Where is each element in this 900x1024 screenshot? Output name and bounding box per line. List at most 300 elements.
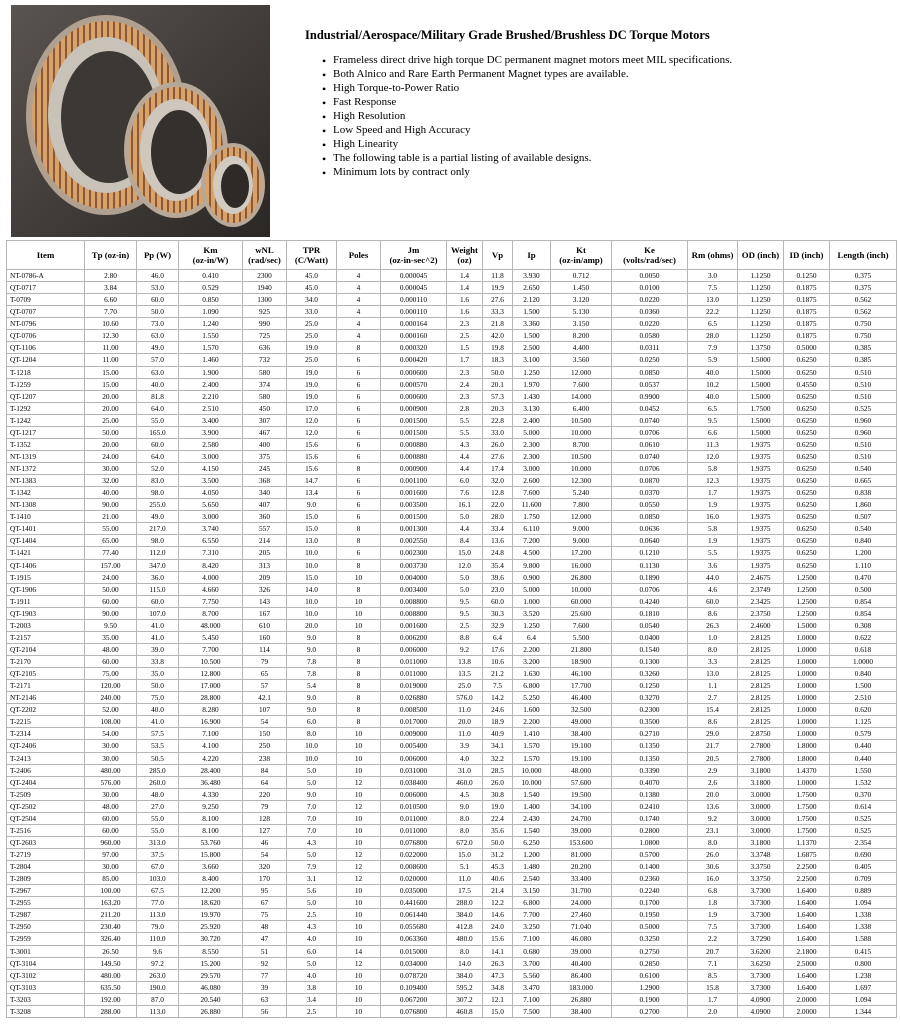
- table-cell: 100.00: [85, 885, 137, 897]
- table-cell: 10: [337, 740, 381, 752]
- table-cell: 81.000: [551, 849, 612, 861]
- table-cell: 20.7: [688, 945, 738, 957]
- item-cell: T-2171: [7, 680, 85, 692]
- table-cell: 19.0: [287, 390, 337, 402]
- table-cell: 19.9: [483, 282, 513, 294]
- table-cell: 83.0: [137, 475, 179, 487]
- table-cell: 0.0850: [612, 511, 688, 523]
- table-cell: 60.0: [483, 595, 513, 607]
- table-cell: 3.130: [513, 402, 551, 414]
- table-row: [7, 776, 897, 788]
- table-cell: 0.500: [830, 583, 897, 595]
- table-cell: 5.000: [513, 583, 551, 595]
- table-cell: 55.0: [137, 812, 179, 824]
- table-cell: 33.0: [483, 426, 513, 438]
- table-cell: 7.8: [287, 656, 337, 668]
- item-cell: T-1292: [7, 402, 85, 414]
- table-cell: 4.400: [551, 342, 612, 354]
- table-cell: 15.0: [447, 547, 483, 559]
- table-cell: 245: [243, 463, 287, 475]
- table-cell: 3.7300: [738, 897, 784, 909]
- table-cell: 31.2: [483, 849, 513, 861]
- table-cell: 0.614: [830, 800, 897, 812]
- table-cell: 12.300: [551, 475, 612, 487]
- table-cell: 0.0250: [612, 354, 688, 366]
- table-cell: 3.7300: [738, 909, 784, 921]
- table-cell: 8.0: [447, 945, 483, 957]
- table-cell: 288.00: [85, 1005, 137, 1017]
- table-cell: 6.0: [287, 716, 337, 728]
- table-cell: 57: [243, 680, 287, 692]
- item-cell: T-2406: [7, 764, 85, 776]
- table-cell: 10.500: [179, 656, 243, 668]
- table-cell: 4.5: [447, 788, 483, 800]
- table-cell: 1.500: [830, 680, 897, 692]
- table-cell: 1.1250: [738, 294, 784, 306]
- table-cell: 0.1875: [784, 282, 830, 294]
- table-cell: 580: [243, 390, 287, 402]
- column-header-label: Vp: [491, 250, 504, 260]
- table-cell: 170: [243, 873, 287, 885]
- table-cell: 1.6: [447, 306, 483, 318]
- table-cell: 1.8000: [784, 752, 830, 764]
- table-cell: 65.00: [85, 535, 137, 547]
- table-cell: 220: [243, 788, 287, 800]
- table-cell: 114: [243, 643, 287, 655]
- table-cell: 0.1875: [784, 318, 830, 330]
- table-cell: 57.0: [137, 354, 179, 366]
- table-cell: 1.8000: [784, 740, 830, 752]
- table-cell: 30.6: [688, 861, 738, 873]
- table-cell: 0.838: [830, 487, 897, 499]
- table-cell: 40.0: [688, 390, 738, 402]
- table-row: [7, 692, 897, 704]
- table-cell: 1.5000: [738, 354, 784, 366]
- table-cell: 0.0311: [612, 342, 688, 354]
- table-cell: 57.600: [551, 776, 612, 788]
- table-cell: 10: [337, 619, 381, 631]
- table-cell: 0.620: [830, 704, 897, 716]
- table-cell: 25.600: [551, 607, 612, 619]
- column-header-label: Poles: [348, 250, 369, 260]
- table-cell: 0.1300: [612, 656, 688, 668]
- table-cell: 22.2: [688, 306, 738, 318]
- column-header-unit: (oz): [457, 255, 472, 265]
- table-cell: 0.800: [830, 957, 897, 969]
- table-cell: 9.250: [179, 800, 243, 812]
- item-cell: T-1915: [7, 571, 85, 583]
- table-cell: 10: [337, 1005, 381, 1017]
- table-cell: 238: [243, 752, 287, 764]
- table-cell: 1.460: [179, 354, 243, 366]
- table-cell: 34.100: [551, 800, 612, 812]
- table-cell: 5.250: [513, 692, 551, 704]
- table-cell: 6.8: [688, 885, 738, 897]
- table-cell: 157.00: [85, 559, 137, 571]
- table-cell: 3.200: [513, 656, 551, 668]
- table-cell: 10: [337, 728, 381, 740]
- column-header: [447, 241, 483, 270]
- table-cell: 49.0: [137, 511, 179, 523]
- feature-bullet: • High Linearity: [333, 137, 895, 151]
- table-cell: 2.8125: [738, 680, 784, 692]
- table-cell: 32.0: [483, 475, 513, 487]
- table-cell: 52.00: [85, 704, 137, 716]
- table-cell: 21.4: [483, 885, 513, 897]
- table-cell: 15.6: [287, 450, 337, 462]
- table-cell: 7.310: [179, 547, 243, 559]
- table-cell: 7.800: [551, 499, 612, 511]
- table-cell: 103.0: [137, 873, 179, 885]
- table-cell: 7.5: [688, 921, 738, 933]
- table-cell: 26.3: [688, 619, 738, 631]
- table-cell: 1.9375: [738, 559, 784, 571]
- table-cell: 1.588: [830, 933, 897, 945]
- table-cell: 75.0: [137, 692, 179, 704]
- table-cell: 7.1: [688, 957, 738, 969]
- table-cell: 65: [243, 668, 287, 680]
- table-cell: 8.6: [688, 607, 738, 619]
- table-cell: 40.0: [688, 366, 738, 378]
- table-cell: 240.00: [85, 692, 137, 704]
- table-cell: 1.090: [179, 306, 243, 318]
- column-header-label: TPR: [302, 245, 321, 255]
- table-cell: 5.0: [287, 897, 337, 909]
- table-cell: 1.0000: [784, 643, 830, 655]
- table-cell: 0.000880: [381, 450, 447, 462]
- table-cell: 7.0: [287, 812, 337, 824]
- table-cell: 0.6250: [784, 523, 830, 535]
- item-cell: T-3208: [7, 1005, 85, 1017]
- table-cell: 3.84: [85, 282, 137, 294]
- table-cell: 107: [243, 704, 287, 716]
- table-cell: 183.000: [551, 981, 612, 993]
- table-cell: 0.2750: [612, 945, 688, 957]
- table-cell: 407: [243, 499, 287, 511]
- table-cell: 0.001500: [381, 414, 447, 426]
- table-cell: 0.1350: [612, 740, 688, 752]
- table-cell: 9.800: [513, 559, 551, 571]
- table-cell: 0.000900: [381, 402, 447, 414]
- table-cell: 2.430: [513, 812, 551, 824]
- column-header-label: Jm: [407, 245, 420, 255]
- table-cell: 5.0: [287, 764, 337, 776]
- table-row: [7, 438, 897, 450]
- table-cell: 1.1250: [738, 318, 784, 330]
- table-cell: 209: [243, 571, 287, 583]
- table-row: [7, 511, 897, 523]
- item-cell: T-3203: [7, 993, 85, 1005]
- table-cell: 17.5: [447, 885, 483, 897]
- table-cell: 1.430: [513, 390, 551, 402]
- table-cell: 0.0537: [612, 378, 688, 390]
- table-cell: 1.0000: [784, 668, 830, 680]
- table-cell: 2.5: [287, 1005, 337, 1017]
- table-cell: 3.150: [513, 885, 551, 897]
- table-cell: 2.7800: [738, 752, 784, 764]
- table-cell: 4.220: [179, 752, 243, 764]
- table-cell: 6.4: [513, 631, 551, 643]
- table-cell: 2.300: [513, 450, 551, 462]
- table-cell: 16.900: [179, 716, 243, 728]
- item-cell: T-0709: [7, 294, 85, 306]
- table-cell: 34.1: [483, 740, 513, 752]
- table-cell: 14: [337, 945, 381, 957]
- item-cell: T-2314: [7, 728, 85, 740]
- table-cell: 13.0: [688, 294, 738, 306]
- table-cell: 0.1875: [784, 330, 830, 342]
- table-cell: 7.8: [287, 668, 337, 680]
- table-cell: 26.3: [483, 957, 513, 969]
- table-cell: 1.338: [830, 921, 897, 933]
- table-cell: 28.800: [179, 692, 243, 704]
- table-cell: 1.7: [688, 993, 738, 1005]
- table-cell: 1.540: [513, 824, 551, 836]
- table-cell: 9.0: [287, 692, 337, 704]
- table-cell: 1.970: [513, 378, 551, 390]
- table-cell: 0.2300: [612, 704, 688, 716]
- table-cell: 1.7500: [784, 824, 830, 836]
- table-cell: 384.0: [447, 969, 483, 981]
- table-cell: 0.006000: [381, 752, 447, 764]
- item-cell: T-2955: [7, 897, 85, 909]
- table-cell: 149.50: [85, 957, 137, 969]
- table-cell: 3.520: [513, 607, 551, 619]
- table-cell: 0.0706: [612, 426, 688, 438]
- table-cell: 0.6250: [784, 547, 830, 559]
- table-cell: 10.000: [513, 764, 551, 776]
- table-cell: 10.0: [287, 595, 337, 607]
- table-cell: 1.344: [830, 1005, 897, 1017]
- table-cell: 40.0: [137, 378, 179, 390]
- table-cell: 160: [243, 631, 287, 643]
- table-cell: 4.0900: [738, 993, 784, 1005]
- table-cell: 1.9375: [738, 535, 784, 547]
- table-cell: 4.660: [179, 583, 243, 595]
- table-cell: 32.9: [483, 619, 513, 631]
- table-cell: 288.0: [447, 897, 483, 909]
- table-cell: 8.0: [287, 728, 337, 740]
- table-cell: 19.0: [287, 342, 337, 354]
- table-cell: 42.1: [243, 692, 287, 704]
- column-header-label: Ip: [527, 250, 536, 260]
- table-cell: 0.000320: [381, 342, 447, 354]
- table-cell: 12.0: [688, 450, 738, 462]
- table-cell: 14.0: [447, 957, 483, 969]
- table-cell: 467: [243, 426, 287, 438]
- table-cell: 1.1250: [738, 282, 784, 294]
- table-cell: 7.5: [688, 282, 738, 294]
- table-cell: 0.5700: [612, 849, 688, 861]
- table-cell: 55.00: [85, 523, 137, 535]
- table-cell: 20.00: [85, 390, 137, 402]
- table-row: [7, 764, 897, 776]
- item-cell: QT-1207: [7, 390, 85, 402]
- table-cell: 5.5: [447, 426, 483, 438]
- table-cell: 0.0050: [612, 270, 688, 282]
- column-header: [85, 241, 137, 270]
- table-cell: 0.001600: [381, 487, 447, 499]
- table-cell: 0.1950: [612, 909, 688, 921]
- item-cell: NT-1308: [7, 499, 85, 511]
- table-cell: 31.0: [447, 764, 483, 776]
- table-cell: 46.080: [179, 981, 243, 993]
- table-cell: 98.0: [137, 535, 179, 547]
- table-cell: 1.4: [447, 270, 483, 282]
- table-cell: 0.562: [830, 294, 897, 306]
- table-cell: 6: [337, 450, 381, 462]
- table-cell: 28.400: [179, 764, 243, 776]
- table-cell: 0.405: [830, 861, 897, 873]
- table-cell: 0.000600: [381, 390, 447, 402]
- table-row: [7, 619, 897, 631]
- table-cell: 0.410: [179, 270, 243, 282]
- table-cell: 51: [243, 945, 287, 957]
- table-cell: 9.5: [447, 595, 483, 607]
- item-cell: T-2804: [7, 861, 85, 873]
- table-cell: 30.720: [179, 933, 243, 945]
- table-cell: 307.2: [447, 993, 483, 1005]
- table-cell: 2.4675: [738, 571, 784, 583]
- table-cell: 2.3750: [738, 607, 784, 619]
- table-cell: 0.000880: [381, 438, 447, 450]
- table-cell: 8: [337, 704, 381, 716]
- table-cell: 50.0: [137, 680, 179, 692]
- table-cell: 32.500: [551, 704, 612, 716]
- table-cell: 0.579: [830, 728, 897, 740]
- table-cell: 0.1890: [612, 571, 688, 583]
- table-cell: 0.0220: [612, 294, 688, 306]
- table-cell: 8.420: [179, 559, 243, 571]
- table-cell: 71.040: [551, 921, 612, 933]
- table-cell: 0.540: [830, 463, 897, 475]
- table-cell: 1.7500: [784, 788, 830, 800]
- table-row: [7, 957, 897, 969]
- item-cell: T-2157: [7, 631, 85, 643]
- table-cell: 36.0: [137, 571, 179, 583]
- table-cell: 1.570: [513, 752, 551, 764]
- table-cell: 4: [337, 318, 381, 330]
- table-cell: 0.0580: [612, 330, 688, 342]
- table-cell: 1.532: [830, 776, 897, 788]
- table-cell: 1.2500: [784, 607, 830, 619]
- table-cell: 0.000164: [381, 318, 447, 330]
- table-cell: 2.4: [447, 378, 483, 390]
- item-cell: QT-1903: [7, 607, 85, 619]
- table-cell: 0.375: [830, 282, 897, 294]
- table-cell: 18.3: [483, 354, 513, 366]
- table-cell: 0.510: [830, 378, 897, 390]
- table-cell: 44.0: [688, 571, 738, 583]
- table-cell: 7.0: [287, 824, 337, 836]
- column-header: [688, 241, 738, 270]
- table-cell: 48.0: [137, 788, 179, 800]
- table-cell: 4: [337, 306, 381, 318]
- table-cell: 108.00: [85, 716, 137, 728]
- table-cell: 17.700: [551, 680, 612, 692]
- table-cell: 1.9375: [738, 475, 784, 487]
- table-cell: 120.00: [85, 680, 137, 692]
- table-cell: 5.9: [688, 354, 738, 366]
- table-cell: 9.000: [551, 523, 612, 535]
- item-cell: QT-1217: [7, 426, 85, 438]
- table-cell: 0.525: [830, 402, 897, 414]
- table-cell: 0.0610: [612, 438, 688, 450]
- table-cell: 0.960: [830, 426, 897, 438]
- table-cell: 0.017000: [381, 716, 447, 728]
- table-cell: 3.120: [551, 294, 612, 306]
- table-cell: 0.002300: [381, 547, 447, 559]
- column-header-unit: (volts/rad/sec): [623, 255, 676, 265]
- table-cell: 18.900: [551, 656, 612, 668]
- table-cell: 0.035000: [381, 885, 447, 897]
- table-cell: 255.0: [137, 499, 179, 511]
- table-cell: 0.6250: [784, 402, 830, 414]
- table-cell: 1.630: [513, 668, 551, 680]
- column-header-label: Ke: [644, 245, 655, 255]
- table-cell: 2.5: [287, 909, 337, 921]
- table-cell: 0.0220: [612, 318, 688, 330]
- table-cell: 2.80: [85, 270, 137, 282]
- table-cell: 46.100: [551, 668, 612, 680]
- table-cell: 26.800: [551, 571, 612, 583]
- table-cell: 10.0: [287, 752, 337, 764]
- table-cell: 50.00: [85, 583, 137, 595]
- table-cell: 8.400: [179, 873, 243, 885]
- table-cell: 2.3749: [738, 583, 784, 595]
- table-cell: 48.000: [551, 764, 612, 776]
- table-cell: 0.020000: [381, 873, 447, 885]
- table-cell: 0.525: [830, 824, 897, 836]
- table-cell: 15.00: [85, 378, 137, 390]
- table-cell: 2.354: [830, 836, 897, 848]
- table-cell: 5.4: [287, 680, 337, 692]
- column-header-unit: (oz-in/amp): [559, 255, 603, 265]
- table-cell: 35.6: [483, 824, 513, 836]
- table-cell: 1.600: [513, 704, 551, 716]
- table-cell: 0.900: [513, 571, 551, 583]
- table-cell: 0.375: [830, 270, 897, 282]
- table-cell: 20.0: [688, 788, 738, 800]
- table-cell: 4.0: [287, 933, 337, 945]
- table-cell: 163.20: [85, 897, 137, 909]
- table-cell: 167: [243, 607, 287, 619]
- item-cell: QT-2105: [7, 668, 85, 680]
- table-cell: 0.6250: [784, 559, 830, 571]
- table-cell: 3.1: [287, 873, 337, 885]
- table-cell: 0.6250: [784, 535, 830, 547]
- table-cell: 1.4370: [784, 764, 830, 776]
- table-cell: 11.600: [513, 499, 551, 511]
- table-cell: 12: [337, 776, 381, 788]
- table-cell: 60.00: [85, 824, 137, 836]
- table-cell: 1.9: [688, 909, 738, 921]
- table-cell: 10.0: [287, 740, 337, 752]
- table-cell: 0.3260: [612, 668, 688, 680]
- table-cell: 0.385: [830, 342, 897, 354]
- item-cell: QT-1906: [7, 583, 85, 595]
- table-cell: 8.4: [447, 535, 483, 547]
- table-cell: 20.540: [179, 993, 243, 1005]
- table-cell: 9.5: [688, 414, 738, 426]
- table-cell: 8.6: [688, 716, 738, 728]
- item-cell: NT-1383: [7, 475, 85, 487]
- table-cell: 30.00: [85, 788, 137, 800]
- table-cell: 14.2: [483, 692, 513, 704]
- table-cell: 26.0: [688, 849, 738, 861]
- table-cell: 11.3: [688, 438, 738, 450]
- table-cell: 25.0: [447, 680, 483, 692]
